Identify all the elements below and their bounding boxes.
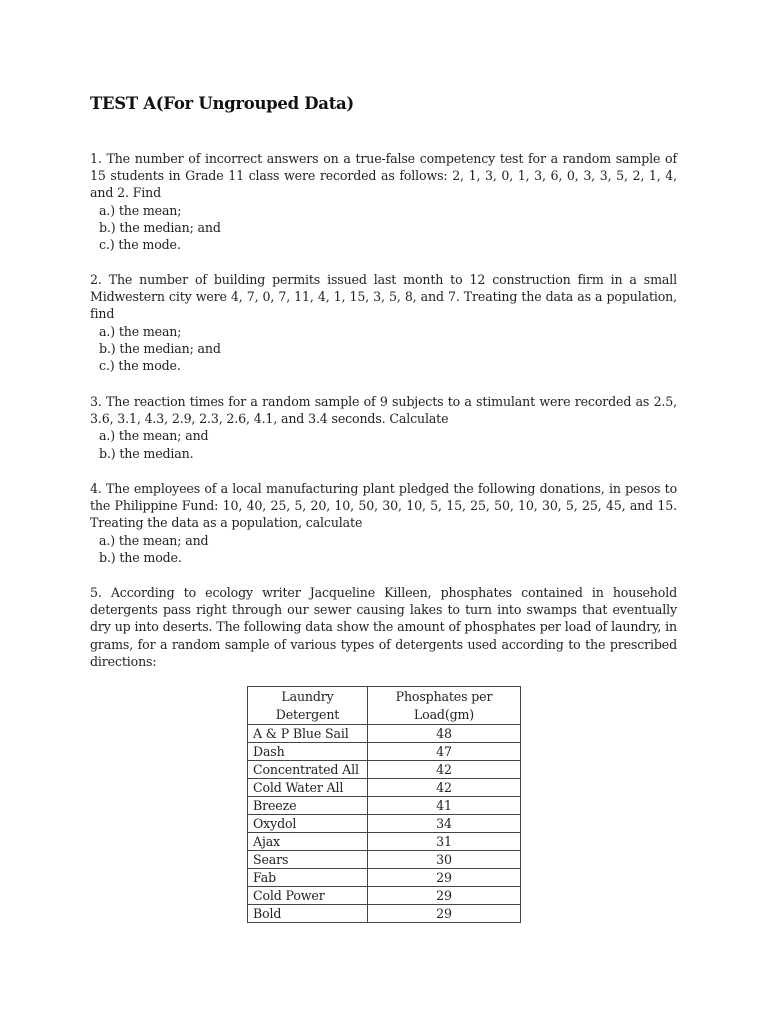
column-header-detergent: Laundry Detergent (248, 687, 368, 725)
question-1 (90, 150, 677, 253)
question-4 (90, 480, 677, 566)
detergent-name-cell: Oxydol (248, 815, 368, 833)
table-row (248, 815, 521, 833)
table-row (248, 797, 521, 815)
column-header-phosphates: Phosphates per Load(gm) (368, 687, 521, 725)
detergent-name-cell: A & P Blue Sail (248, 725, 368, 743)
phosphate-value-cell: 47 (368, 743, 521, 761)
question-option: b.) the median. (99, 445, 194, 461)
detergent-name-cell: Concentrated All (248, 761, 368, 779)
question-option: b.) the median; and (99, 340, 221, 356)
phosphate-value-cell: 29 (368, 905, 521, 923)
question-option: c.) the mode. (99, 358, 181, 374)
detergent-name-cell: Cold Power (248, 887, 368, 905)
phosphate-value-cell: 48 (368, 725, 521, 743)
question-text: 4. The employees of a local manufacturing plant pledged the following donations, in pesos to the Philippine Fund: 10, 40, 25, 5, 20, 10, 50, 30, 10, 5, 15, 25, 50, 10, 30, 5, 25, 45, and 15. Treating the data as a population, calculate (90, 481, 677, 531)
phosphate-value-cell: 42 (368, 761, 521, 779)
question-text: 5. According to ecology writer Jacqueline Killeen, phosphates contained in household detergents pass right through our sewer causing lakes to turn into swamps that eventually dry up into deserts. The following data show the amount of phosphates per load of laundry, in grams, for a random sample of various types of detergents used according to the prescribed directions: (90, 585, 677, 669)
detergent-name-cell: Breeze (248, 797, 368, 815)
table-row (248, 869, 521, 887)
phosphate-value-cell: 29 (368, 887, 521, 905)
table-row (248, 905, 521, 923)
question-text: 3. The reaction times for a random sample of 9 subjects to a stimulant were recorded as 2.5, 3.6, 3.1, 4.3, 2.9, 2.3, 2.6, 4.1, and 3.4 seconds. Calculate (90, 394, 677, 427)
question-option: a.) the mean; (99, 202, 182, 218)
question-option: b.) the median; and (99, 219, 221, 235)
table-body (248, 725, 521, 923)
question-option: c.) the mode. (99, 237, 181, 253)
phosphate-value-cell: 29 (368, 869, 521, 887)
table-row (248, 779, 521, 797)
detergent-name-cell: Sears (248, 851, 368, 869)
table-row (248, 887, 521, 905)
question-text: 1. The number of incorrect answers on a true-false competency test for a random sample of 15 students in Grade 11 class were recorded as follows: 2, 1, 3, 0, 1, 3, 6, 0, 3, 3, 5, 2, 1, 4, and 2. Find (90, 151, 677, 201)
table-row (248, 743, 521, 761)
question-option: a.) the mean; and (99, 428, 209, 444)
detergent-table (247, 686, 521, 923)
table-row (248, 761, 521, 779)
table-row (248, 725, 521, 743)
phosphate-value-cell: 31 (368, 833, 521, 851)
question-option: a.) the mean; and (99, 532, 209, 548)
table-header-row (248, 687, 521, 725)
detergent-name-cell: Fab (248, 869, 368, 887)
document-title: TEST A(For Ungrouped Data) (90, 94, 354, 113)
detergent-name-cell: Bold (248, 905, 368, 923)
detergent-name-cell: Ajax (248, 833, 368, 851)
table-row (248, 833, 521, 851)
question-text: 2. The number of building permits issued last month to 12 construction firm in a small Midwestern city were 4, 7, 0, 7, 11, 4, 1, 15, 3, 5, 8, and 7. Treating the data as a population, find (90, 272, 677, 322)
detergent-name-cell: Dash (248, 743, 368, 761)
question-option: b.) the mode. (99, 549, 182, 565)
phosphate-value-cell: 34 (368, 815, 521, 833)
phosphate-value-cell: 41 (368, 797, 521, 815)
detergent-name-cell: Cold Water All (248, 779, 368, 797)
question-3 (90, 393, 677, 462)
question-option: a.) the mean; (99, 323, 182, 339)
question-5 (90, 584, 677, 670)
question-2 (90, 271, 677, 374)
phosphate-value-cell: 42 (368, 779, 521, 797)
phosphate-value-cell: 30 (368, 851, 521, 869)
table-row (248, 851, 521, 869)
